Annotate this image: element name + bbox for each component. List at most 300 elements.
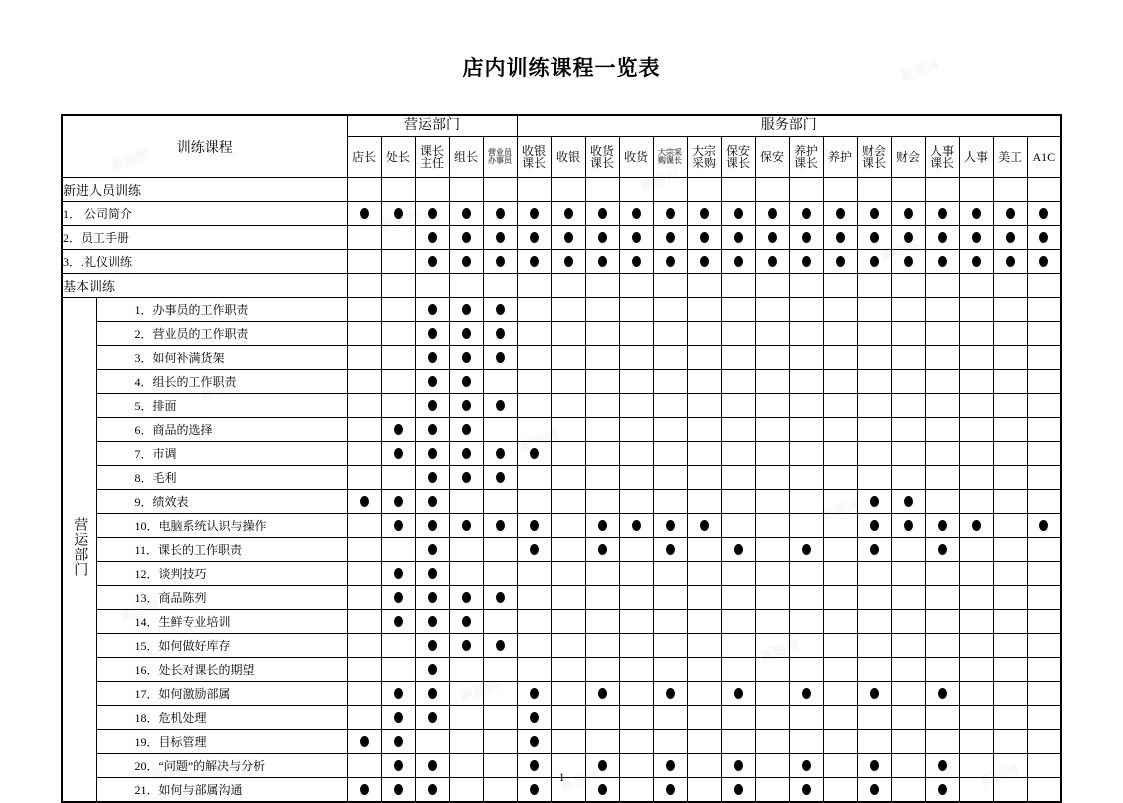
mark-cell[interactable] (789, 370, 823, 394)
mark-cell[interactable] (959, 298, 993, 322)
mark-cell[interactable] (449, 274, 483, 298)
mark-cell[interactable] (789, 658, 823, 682)
mark-cell[interactable] (653, 562, 687, 586)
mark-cell[interactable] (585, 394, 619, 418)
mark-cell[interactable] (687, 250, 721, 274)
mark-cell[interactable] (721, 562, 755, 586)
mark-cell[interactable] (585, 202, 619, 226)
mark-cell[interactable] (585, 178, 619, 202)
mark-cell[interactable] (619, 682, 653, 706)
mark-cell[interactable] (789, 586, 823, 610)
mark-cell[interactable] (415, 322, 449, 346)
mark-cell[interactable] (347, 562, 381, 586)
mark-cell[interactable] (517, 610, 551, 634)
mark-cell[interactable] (653, 298, 687, 322)
mark-cell[interactable] (857, 298, 891, 322)
mark-cell[interactable] (1027, 418, 1061, 442)
mark-cell[interactable] (619, 562, 653, 586)
mark-cell[interactable] (1027, 178, 1061, 202)
mark-cell[interactable] (891, 178, 925, 202)
mark-cell[interactable] (755, 370, 789, 394)
mark-cell[interactable] (585, 682, 619, 706)
mark-cell[interactable] (347, 226, 381, 250)
mark-cell[interactable] (755, 610, 789, 634)
mark-cell[interactable] (925, 370, 959, 394)
mark-cell[interactable] (381, 466, 415, 490)
mark-cell[interactable] (687, 370, 721, 394)
mark-cell[interactable] (551, 586, 585, 610)
mark-cell[interactable] (993, 250, 1027, 274)
mark-cell[interactable] (823, 562, 857, 586)
mark-cell[interactable] (653, 418, 687, 442)
mark-cell[interactable] (449, 250, 483, 274)
mark-cell[interactable] (585, 706, 619, 730)
mark-cell[interactable] (517, 514, 551, 538)
mark-cell[interactable] (959, 274, 993, 298)
mark-cell[interactable] (823, 466, 857, 490)
mark-cell[interactable] (347, 730, 381, 754)
mark-cell[interactable] (483, 658, 517, 682)
mark-cell[interactable] (449, 538, 483, 562)
mark-cell[interactable] (551, 562, 585, 586)
mark-cell[interactable] (415, 418, 449, 442)
mark-cell[interactable] (517, 562, 551, 586)
mark-cell[interactable] (381, 394, 415, 418)
mark-cell[interactable] (959, 346, 993, 370)
mark-cell[interactable] (347, 490, 381, 514)
mark-cell[interactable] (857, 226, 891, 250)
mark-cell[interactable] (415, 298, 449, 322)
mark-cell[interactable] (857, 322, 891, 346)
mark-cell[interactable] (551, 418, 585, 442)
mark-cell[interactable] (551, 658, 585, 682)
mark-cell[interactable] (755, 298, 789, 322)
mark-cell[interactable] (687, 322, 721, 346)
mark-cell[interactable] (755, 514, 789, 538)
mark-cell[interactable] (891, 298, 925, 322)
mark-cell[interactable] (619, 658, 653, 682)
mark-cell[interactable] (1027, 274, 1061, 298)
mark-cell[interactable] (755, 634, 789, 658)
mark-cell[interactable] (449, 514, 483, 538)
mark-cell[interactable] (483, 562, 517, 586)
mark-cell[interactable] (585, 226, 619, 250)
mark-cell[interactable] (347, 538, 381, 562)
mark-cell[interactable] (551, 370, 585, 394)
mark-cell[interactable] (993, 466, 1027, 490)
mark-cell[interactable] (381, 706, 415, 730)
mark-cell[interactable] (857, 346, 891, 370)
mark-cell[interactable] (517, 538, 551, 562)
mark-cell[interactable] (959, 490, 993, 514)
mark-cell[interactable] (551, 274, 585, 298)
mark-cell[interactable] (619, 370, 653, 394)
mark-cell[interactable] (1027, 442, 1061, 466)
mark-cell[interactable] (891, 658, 925, 682)
mark-cell[interactable] (721, 226, 755, 250)
mark-cell[interactable] (721, 466, 755, 490)
mark-cell[interactable] (347, 634, 381, 658)
mark-cell[interactable] (1027, 538, 1061, 562)
mark-cell[interactable] (517, 418, 551, 442)
mark-cell[interactable] (857, 514, 891, 538)
mark-cell[interactable] (993, 370, 1027, 394)
mark-cell[interactable] (687, 466, 721, 490)
mark-cell[interactable] (415, 178, 449, 202)
mark-cell[interactable] (857, 274, 891, 298)
mark-cell[interactable] (347, 394, 381, 418)
mark-cell[interactable] (857, 466, 891, 490)
mark-cell[interactable] (415, 586, 449, 610)
mark-cell[interactable] (993, 178, 1027, 202)
mark-cell[interactable] (959, 394, 993, 418)
mark-cell[interactable] (619, 202, 653, 226)
mark-cell[interactable] (449, 706, 483, 730)
mark-cell[interactable] (789, 226, 823, 250)
mark-cell[interactable] (687, 634, 721, 658)
mark-cell[interactable] (381, 274, 415, 298)
mark-cell[interactable] (959, 538, 993, 562)
mark-cell[interactable] (721, 370, 755, 394)
mark-cell[interactable] (585, 610, 619, 634)
mark-cell[interactable] (959, 514, 993, 538)
mark-cell[interactable] (959, 634, 993, 658)
mark-cell[interactable] (789, 682, 823, 706)
mark-cell[interactable] (381, 514, 415, 538)
mark-cell[interactable] (891, 202, 925, 226)
mark-cell[interactable] (891, 682, 925, 706)
mark-cell[interactable] (993, 562, 1027, 586)
mark-cell[interactable] (585, 442, 619, 466)
mark-cell[interactable] (959, 202, 993, 226)
mark-cell[interactable] (653, 514, 687, 538)
mark-cell[interactable] (789, 250, 823, 274)
mark-cell[interactable] (687, 730, 721, 754)
mark-cell[interactable] (823, 274, 857, 298)
mark-cell[interactable] (551, 466, 585, 490)
mark-cell[interactable] (687, 682, 721, 706)
mark-cell[interactable] (449, 298, 483, 322)
mark-cell[interactable] (1027, 394, 1061, 418)
mark-cell[interactable] (653, 658, 687, 682)
mark-cell[interactable] (687, 202, 721, 226)
mark-cell[interactable] (925, 658, 959, 682)
mark-cell[interactable] (925, 442, 959, 466)
mark-cell[interactable] (755, 562, 789, 586)
mark-cell[interactable] (483, 250, 517, 274)
mark-cell[interactable] (789, 610, 823, 634)
mark-cell[interactable] (381, 610, 415, 634)
mark-cell[interactable] (381, 370, 415, 394)
mark-cell[interactable] (517, 274, 551, 298)
mark-cell[interactable] (1027, 634, 1061, 658)
mark-cell[interactable] (347, 178, 381, 202)
mark-cell[interactable] (653, 226, 687, 250)
mark-cell[interactable] (891, 586, 925, 610)
mark-cell[interactable] (857, 586, 891, 610)
mark-cell[interactable] (687, 274, 721, 298)
mark-cell[interactable] (823, 298, 857, 322)
mark-cell[interactable] (585, 346, 619, 370)
mark-cell[interactable] (687, 298, 721, 322)
mark-cell[interactable] (993, 346, 1027, 370)
mark-cell[interactable] (347, 202, 381, 226)
mark-cell[interactable] (721, 394, 755, 418)
mark-cell[interactable] (619, 322, 653, 346)
mark-cell[interactable] (585, 418, 619, 442)
mark-cell[interactable] (721, 730, 755, 754)
mark-cell[interactable] (857, 538, 891, 562)
mark-cell[interactable] (755, 322, 789, 346)
mark-cell[interactable] (653, 538, 687, 562)
mark-cell[interactable] (483, 298, 517, 322)
mark-cell[interactable] (449, 466, 483, 490)
mark-cell[interactable] (517, 466, 551, 490)
mark-cell[interactable] (619, 706, 653, 730)
mark-cell[interactable] (687, 514, 721, 538)
mark-cell[interactable] (959, 466, 993, 490)
mark-cell[interactable] (483, 706, 517, 730)
mark-cell[interactable] (687, 538, 721, 562)
mark-cell[interactable] (993, 514, 1027, 538)
mark-cell[interactable] (857, 202, 891, 226)
mark-cell[interactable] (415, 634, 449, 658)
mark-cell[interactable] (857, 418, 891, 442)
mark-cell[interactable] (551, 178, 585, 202)
mark-cell[interactable] (687, 442, 721, 466)
mark-cell[interactable] (959, 682, 993, 706)
mark-cell[interactable] (925, 346, 959, 370)
mark-cell[interactable] (823, 706, 857, 730)
mark-cell[interactable] (721, 586, 755, 610)
mark-cell[interactable] (925, 682, 959, 706)
mark-cell[interactable] (483, 610, 517, 634)
mark-cell[interactable] (925, 514, 959, 538)
mark-cell[interactable] (517, 658, 551, 682)
mark-cell[interactable] (619, 514, 653, 538)
mark-cell[interactable] (517, 226, 551, 250)
mark-cell[interactable] (517, 178, 551, 202)
mark-cell[interactable] (891, 490, 925, 514)
mark-cell[interactable] (721, 274, 755, 298)
mark-cell[interactable] (585, 586, 619, 610)
mark-cell[interactable] (619, 442, 653, 466)
mark-cell[interactable] (517, 730, 551, 754)
mark-cell[interactable] (721, 322, 755, 346)
mark-cell[interactable] (755, 466, 789, 490)
mark-cell[interactable] (925, 394, 959, 418)
mark-cell[interactable] (959, 322, 993, 346)
mark-cell[interactable] (619, 226, 653, 250)
mark-cell[interactable] (483, 370, 517, 394)
mark-cell[interactable] (653, 250, 687, 274)
mark-cell[interactable] (721, 658, 755, 682)
mark-cell[interactable] (925, 250, 959, 274)
mark-cell[interactable] (585, 730, 619, 754)
mark-cell[interactable] (925, 730, 959, 754)
mark-cell[interactable] (449, 730, 483, 754)
mark-cell[interactable] (449, 586, 483, 610)
mark-cell[interactable] (823, 658, 857, 682)
mark-cell[interactable] (517, 394, 551, 418)
mark-cell[interactable] (415, 346, 449, 370)
mark-cell[interactable] (517, 490, 551, 514)
mark-cell[interactable] (517, 706, 551, 730)
mark-cell[interactable] (1027, 490, 1061, 514)
mark-cell[interactable] (653, 634, 687, 658)
mark-cell[interactable] (891, 706, 925, 730)
mark-cell[interactable] (585, 250, 619, 274)
mark-cell[interactable] (891, 274, 925, 298)
mark-cell[interactable] (823, 250, 857, 274)
mark-cell[interactable] (347, 346, 381, 370)
mark-cell[interactable] (755, 682, 789, 706)
mark-cell[interactable] (653, 730, 687, 754)
mark-cell[interactable] (755, 706, 789, 730)
mark-cell[interactable] (483, 730, 517, 754)
mark-cell[interactable] (1027, 226, 1061, 250)
mark-cell[interactable] (925, 202, 959, 226)
mark-cell[interactable] (925, 418, 959, 442)
mark-cell[interactable] (687, 610, 721, 634)
mark-cell[interactable] (415, 562, 449, 586)
mark-cell[interactable] (721, 538, 755, 562)
mark-cell[interactable] (857, 658, 891, 682)
mark-cell[interactable] (551, 610, 585, 634)
mark-cell[interactable] (959, 370, 993, 394)
mark-cell[interactable] (993, 322, 1027, 346)
mark-cell[interactable] (415, 466, 449, 490)
mark-cell[interactable] (347, 466, 381, 490)
mark-cell[interactable] (993, 586, 1027, 610)
mark-cell[interactable] (721, 250, 755, 274)
mark-cell[interactable] (925, 178, 959, 202)
mark-cell[interactable] (381, 322, 415, 346)
mark-cell[interactable] (1027, 610, 1061, 634)
mark-cell[interactable] (959, 610, 993, 634)
mark-cell[interactable] (721, 346, 755, 370)
mark-cell[interactable] (993, 490, 1027, 514)
mark-cell[interactable] (823, 370, 857, 394)
mark-cell[interactable] (483, 466, 517, 490)
mark-cell[interactable] (959, 178, 993, 202)
mark-cell[interactable] (653, 394, 687, 418)
mark-cell[interactable] (789, 178, 823, 202)
mark-cell[interactable] (517, 370, 551, 394)
mark-cell[interactable] (925, 226, 959, 250)
mark-cell[interactable] (381, 226, 415, 250)
mark-cell[interactable] (823, 322, 857, 346)
mark-cell[interactable] (721, 298, 755, 322)
mark-cell[interactable] (483, 394, 517, 418)
mark-cell[interactable] (993, 418, 1027, 442)
mark-cell[interactable] (959, 226, 993, 250)
mark-cell[interactable] (1027, 250, 1061, 274)
mark-cell[interactable] (653, 490, 687, 514)
mark-cell[interactable] (755, 394, 789, 418)
mark-cell[interactable] (347, 250, 381, 274)
mark-cell[interactable] (959, 586, 993, 610)
mark-cell[interactable] (551, 682, 585, 706)
mark-cell[interactable] (653, 706, 687, 730)
mark-cell[interactable] (381, 538, 415, 562)
mark-cell[interactable] (449, 226, 483, 250)
mark-cell[interactable] (1027, 562, 1061, 586)
mark-cell[interactable] (653, 178, 687, 202)
mark-cell[interactable] (483, 682, 517, 706)
mark-cell[interactable] (823, 682, 857, 706)
mark-cell[interactable] (993, 538, 1027, 562)
mark-cell[interactable] (381, 418, 415, 442)
mark-cell[interactable] (483, 346, 517, 370)
mark-cell[interactable] (381, 202, 415, 226)
mark-cell[interactable] (823, 394, 857, 418)
mark-cell[interactable] (619, 610, 653, 634)
mark-cell[interactable] (347, 370, 381, 394)
mark-cell[interactable] (1027, 682, 1061, 706)
mark-cell[interactable] (993, 442, 1027, 466)
mark-cell[interactable] (925, 562, 959, 586)
mark-cell[interactable] (347, 298, 381, 322)
mark-cell[interactable] (857, 394, 891, 418)
mark-cell[interactable] (857, 370, 891, 394)
mark-cell[interactable] (1027, 466, 1061, 490)
mark-cell[interactable] (1027, 202, 1061, 226)
mark-cell[interactable] (449, 322, 483, 346)
mark-cell[interactable] (585, 538, 619, 562)
mark-cell[interactable] (721, 442, 755, 466)
mark-cell[interactable] (959, 442, 993, 466)
mark-cell[interactable] (755, 490, 789, 514)
mark-cell[interactable] (789, 442, 823, 466)
mark-cell[interactable] (891, 346, 925, 370)
mark-cell[interactable] (619, 634, 653, 658)
mark-cell[interactable] (551, 226, 585, 250)
mark-cell[interactable] (993, 706, 1027, 730)
mark-cell[interactable] (551, 538, 585, 562)
mark-cell[interactable] (347, 442, 381, 466)
mark-cell[interactable] (823, 514, 857, 538)
mark-cell[interactable] (483, 418, 517, 442)
mark-cell[interactable] (721, 682, 755, 706)
mark-cell[interactable] (653, 346, 687, 370)
mark-cell[interactable] (619, 250, 653, 274)
mark-cell[interactable] (449, 658, 483, 682)
mark-cell[interactable] (415, 274, 449, 298)
mark-cell[interactable] (789, 514, 823, 538)
mark-cell[interactable] (823, 586, 857, 610)
mark-cell[interactable] (347, 682, 381, 706)
mark-cell[interactable] (823, 634, 857, 658)
mark-cell[interactable] (585, 634, 619, 658)
mark-cell[interactable] (891, 226, 925, 250)
mark-cell[interactable] (585, 274, 619, 298)
mark-cell[interactable] (381, 178, 415, 202)
mark-cell[interactable] (687, 586, 721, 610)
mark-cell[interactable] (551, 706, 585, 730)
mark-cell[interactable] (619, 298, 653, 322)
mark-cell[interactable] (415, 442, 449, 466)
mark-cell[interactable] (687, 178, 721, 202)
mark-cell[interactable] (993, 298, 1027, 322)
mark-cell[interactable] (483, 178, 517, 202)
mark-cell[interactable] (415, 514, 449, 538)
mark-cell[interactable] (891, 730, 925, 754)
mark-cell[interactable] (721, 634, 755, 658)
mark-cell[interactable] (653, 202, 687, 226)
mark-cell[interactable] (619, 466, 653, 490)
mark-cell[interactable] (755, 730, 789, 754)
